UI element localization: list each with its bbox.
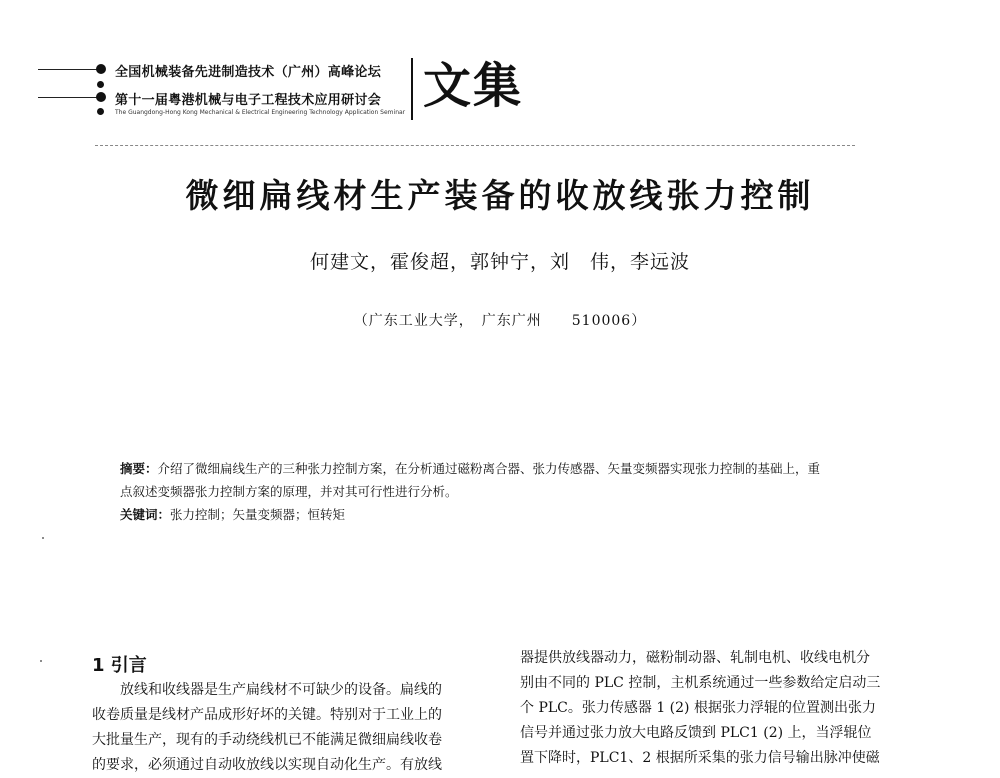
body-line: 别由不同的 PLC 控制，主机系统通过一些参数给定启动三 (520, 675, 881, 691)
header-dashed-rule (95, 145, 855, 146)
abstract-text-1: 介绍了微细扁线生产的三种张力控制方案，在分析通过磁粉离合器、张力传感器、矢量变频器实现张力控制的基础上，重 (157, 461, 821, 476)
bullet-icon (96, 64, 106, 74)
body-line: 的要求，必须通过自动收放线以实现自动化生产。有放线 (92, 757, 442, 773)
abstract-block (120, 457, 890, 526)
section-heading: 1 引言 (92, 655, 147, 676)
paper-authors: 何建文，霍俊超，郭钟宁，刘 伟，李远波 (309, 251, 690, 273)
bullet-icon (97, 81, 104, 88)
scan-speck (42, 537, 44, 539)
header-collection-mark: 文集 (423, 58, 524, 114)
keywords-text: 张力控制；矢量变频器；恒转矩 (170, 507, 346, 522)
header-separator (411, 58, 413, 120)
abstract-line-2: 点叙述变频器张力控制方案的原理，并对其可行性进行分析。 (120, 484, 458, 499)
header-rule-2 (38, 97, 100, 98)
body-line: 个 PLC。张力传感器 1 (2) 根据张力浮辊的位置测出张力 (520, 700, 876, 716)
paper-title: 微细扁线材生产装备的收放线张力控制 (185, 176, 815, 215)
header-forum-name: 全国机械装备先进制造技术（广州）高峰论坛 (115, 65, 382, 80)
abstract-line-1 (120, 457, 890, 480)
bullet-icon (97, 108, 104, 115)
body-line: 器提供放线器动力，磁粉制动器、轧制电机、收线电机分 (520, 650, 870, 666)
body-line: 信号并通过张力放大电路反馈到 PLC1 (2) 上，当浮辊位 (520, 725, 872, 741)
abstract-label: 摘要： (120, 461, 158, 476)
body-line: 置下降时，PLC1、2 根据所采集的张力信号输出脉冲使磁 (520, 750, 880, 766)
body-line: 大批量生产，现有的手动绕线机已不能满足微细扁线收卷 (92, 732, 442, 748)
scan-speck (40, 660, 42, 662)
header-rule-1 (38, 69, 100, 70)
keywords-line (120, 503, 890, 526)
bullet-icon (96, 92, 106, 102)
body-line: 放线和收线器是生产扁线材不可缺少的设备。扁线的 (92, 682, 442, 698)
body-line: 收卷质量是线材产品成形好坏的关键。特别对于工业上的 (92, 707, 442, 723)
left-column (92, 678, 482, 778)
paper-affiliation: （广东工业大学， 广东广州 510006） (353, 313, 647, 329)
keywords-label: 关键词： (120, 507, 171, 522)
right-column (520, 646, 910, 771)
header-seminar-name: 第十一届粤港机械与电子工程技术应用研讨会 (115, 93, 382, 108)
header-english-name: The Guangdong-Hong Kong Mechanical & Electrical Engineering Technology Application Seminar (115, 109, 406, 116)
